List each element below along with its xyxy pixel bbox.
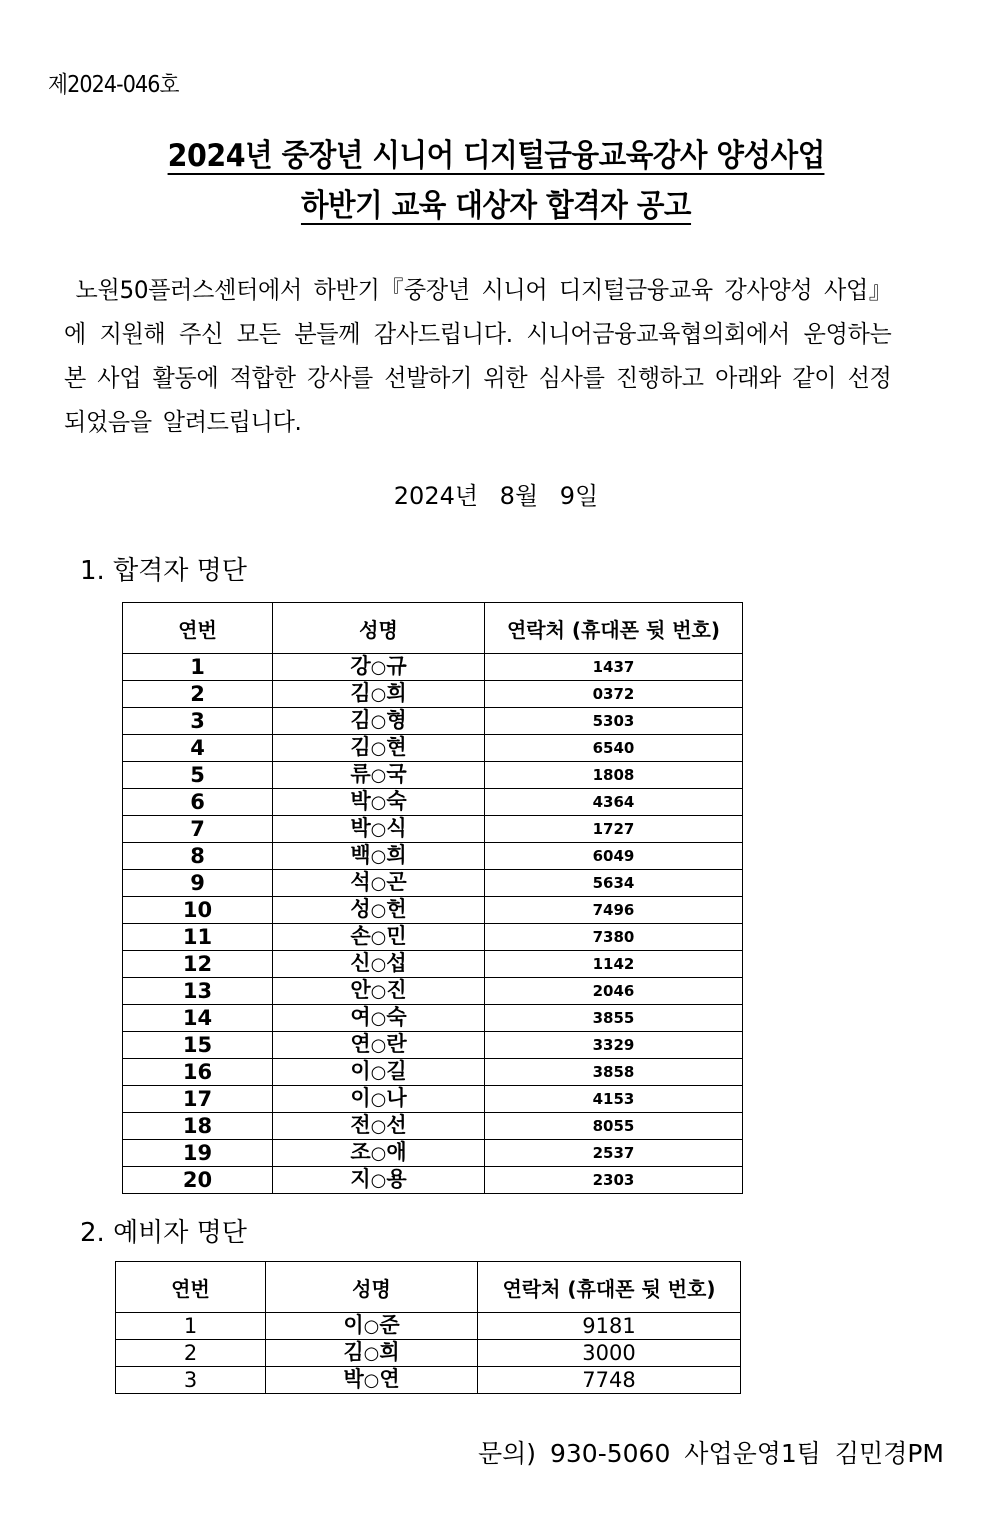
row-number: 10 — [123, 897, 273, 924]
column-header-name: 성명 — [266, 1262, 478, 1313]
column-header-number: 연번 — [116, 1262, 266, 1313]
phone-last-digits: 7380 — [485, 924, 743, 951]
phone-last-digits: 7496 — [485, 897, 743, 924]
mask-circle-icon: ○ — [370, 981, 387, 1002]
table-row — [123, 924, 743, 951]
name-first: 김 — [350, 681, 371, 705]
title-text-1: 2024년 중장년 시니어 디지털금융교육강사 양성사업 — [167, 138, 825, 174]
table-row — [123, 843, 743, 870]
name-first: 성 — [350, 897, 371, 921]
name-first: 강 — [350, 654, 371, 678]
column-header-number: 연번 — [123, 603, 273, 654]
row-number: 18 — [123, 1113, 273, 1140]
name-first: 조 — [350, 1140, 371, 1164]
name-first: 김 — [350, 708, 371, 732]
mask-circle-icon: ○ — [370, 1170, 387, 1191]
mask-circle-icon: ○ — [370, 684, 387, 705]
masked-name — [273, 735, 485, 762]
phone-last-digits: 3000 — [478, 1340, 741, 1367]
name-last: 나 — [386, 1086, 407, 1110]
table-row — [123, 762, 743, 789]
name-first: 전 — [350, 1113, 371, 1137]
masked-name — [273, 924, 485, 951]
name-last: 숙 — [386, 789, 407, 813]
name-last: 식 — [386, 816, 407, 840]
name-last: 준 — [379, 1313, 400, 1337]
name-last: 란 — [386, 1032, 407, 1056]
row-number: 12 — [123, 951, 273, 978]
table-row — [116, 1340, 741, 1367]
phone-last-digits: 3858 — [485, 1059, 743, 1086]
mask-circle-icon: ○ — [370, 954, 387, 975]
phone-last-digits: 0372 — [485, 681, 743, 708]
masked-name — [273, 870, 485, 897]
table-header-row — [123, 603, 743, 654]
column-header-phone: 연락처 (휴대폰 뒷 번호) — [485, 603, 743, 654]
masked-name — [273, 789, 485, 816]
name-last: 희 — [379, 1340, 400, 1364]
mask-circle-icon: ○ — [370, 711, 387, 732]
name-first: 박 — [350, 789, 371, 813]
phone-last-digits: 8055 — [485, 1113, 743, 1140]
name-last: 연 — [379, 1367, 400, 1391]
accepted-list-heading: 1. 합격자 명단 — [80, 556, 247, 586]
table-row — [123, 654, 743, 681]
masked-name — [273, 978, 485, 1005]
name-last: 규 — [386, 654, 407, 678]
name-first: 신 — [350, 951, 371, 975]
phone-last-digits: 6540 — [485, 735, 743, 762]
phone-last-digits: 1437 — [485, 654, 743, 681]
table-row — [123, 735, 743, 762]
name-first: 박 — [343, 1367, 364, 1391]
row-number: 4 — [123, 735, 273, 762]
name-last: 선 — [386, 1113, 407, 1137]
name-first: 류 — [350, 762, 371, 786]
row-number: 1 — [116, 1313, 266, 1340]
name-first: 김 — [343, 1340, 364, 1364]
announcement-date: 2024년 8월 9일 — [393, 482, 599, 510]
accepted-table — [122, 602, 743, 1194]
name-last: 진 — [386, 978, 407, 1002]
row-number: 16 — [123, 1059, 273, 1086]
name-first: 백 — [350, 843, 371, 867]
row-number: 20 — [123, 1167, 273, 1194]
name-last: 곤 — [386, 870, 407, 894]
mask-circle-icon: ○ — [370, 819, 387, 840]
name-last: 희 — [386, 681, 407, 705]
name-last: 애 — [386, 1140, 407, 1164]
name-first: 이 — [350, 1059, 371, 1083]
document-title-line-2 — [0, 188, 992, 225]
table-row — [123, 708, 743, 735]
table-row — [123, 1032, 743, 1059]
masked-name — [273, 1005, 485, 1032]
mask-circle-icon: ○ — [370, 657, 387, 678]
phone-last-digits: 6049 — [485, 843, 743, 870]
phone-last-digits: 1142 — [485, 951, 743, 978]
mask-circle-icon: ○ — [370, 1116, 387, 1137]
mask-circle-icon: ○ — [363, 1316, 380, 1337]
mask-circle-icon: ○ — [370, 1035, 387, 1056]
table-row — [123, 951, 743, 978]
phone-last-digits: 1727 — [485, 816, 743, 843]
name-first: 이 — [350, 1086, 371, 1110]
row-number: 14 — [123, 1005, 273, 1032]
mask-circle-icon: ○ — [370, 1008, 387, 1029]
row-number: 2 — [116, 1340, 266, 1367]
phone-last-digits: 4364 — [485, 789, 743, 816]
mask-circle-icon: ○ — [370, 846, 387, 867]
masked-name — [266, 1340, 478, 1367]
name-first: 박 — [350, 816, 371, 840]
intro-paragraph — [64, 268, 892, 444]
row-number: 9 — [123, 870, 273, 897]
table-header-row — [116, 1262, 741, 1313]
row-number: 19 — [123, 1140, 273, 1167]
name-first: 김 — [350, 735, 371, 759]
row-number: 2 — [123, 681, 273, 708]
table-row — [123, 1113, 743, 1140]
column-header-phone: 연락처 (휴대폰 뒷 번호) — [478, 1262, 741, 1313]
name-last: 민 — [386, 924, 407, 948]
table-row — [123, 978, 743, 1005]
row-number: 15 — [123, 1032, 273, 1059]
row-number: 6 — [123, 789, 273, 816]
title-text-2: 하반기 교육 대상자 합격자 공고 — [300, 188, 692, 224]
mask-circle-icon: ○ — [363, 1343, 380, 1364]
phone-last-digits: 5634 — [485, 870, 743, 897]
name-last: 희 — [386, 843, 407, 867]
phone-last-digits: 7748 — [478, 1367, 741, 1394]
name-first: 지 — [350, 1167, 371, 1191]
mask-circle-icon: ○ — [370, 765, 387, 786]
name-last: 섭 — [386, 951, 407, 975]
phone-last-digits: 2303 — [485, 1167, 743, 1194]
name-last: 헌 — [386, 897, 407, 921]
row-number: 1 — [123, 654, 273, 681]
mask-circle-icon: ○ — [370, 738, 387, 759]
table-row — [116, 1313, 741, 1340]
mask-circle-icon: ○ — [370, 792, 387, 813]
row-number: 8 — [123, 843, 273, 870]
row-number: 3 — [116, 1367, 266, 1394]
masked-name — [273, 762, 485, 789]
masked-name — [273, 1059, 485, 1086]
masked-name — [273, 1086, 485, 1113]
table-row — [123, 1059, 743, 1086]
row-number: 13 — [123, 978, 273, 1005]
column-header-name: 성명 — [273, 603, 485, 654]
table-row — [123, 1167, 743, 1194]
row-number: 3 — [123, 708, 273, 735]
mask-circle-icon: ○ — [370, 1089, 387, 1110]
row-number: 7 — [123, 816, 273, 843]
name-first: 석 — [350, 870, 371, 894]
masked-name — [273, 1032, 485, 1059]
name-first: 여 — [350, 1005, 371, 1029]
table-row — [123, 870, 743, 897]
reserve-table — [115, 1261, 741, 1394]
phone-last-digits: 2046 — [485, 978, 743, 1005]
table-row — [123, 789, 743, 816]
masked-name — [273, 1140, 485, 1167]
phone-last-digits: 2537 — [485, 1140, 743, 1167]
masked-name — [273, 708, 485, 735]
masked-name — [273, 1113, 485, 1140]
table-row — [123, 816, 743, 843]
table-row — [123, 681, 743, 708]
mask-circle-icon: ○ — [370, 927, 387, 948]
name-last: 현 — [386, 735, 407, 759]
phone-last-digits: 5303 — [485, 708, 743, 735]
table-row — [123, 1005, 743, 1032]
name-last: 숙 — [386, 1005, 407, 1029]
name-first: 이 — [343, 1313, 364, 1337]
table-row — [116, 1367, 741, 1394]
name-first: 안 — [350, 978, 371, 1002]
masked-name — [273, 951, 485, 978]
reserve-list-heading: 2. 예비자 명단 — [80, 1218, 247, 1248]
phone-last-digits: 1808 — [485, 762, 743, 789]
document-number: 제2024-046호 — [48, 72, 179, 98]
phone-last-digits: 9181 — [478, 1313, 741, 1340]
table-row — [123, 1086, 743, 1113]
masked-name — [273, 681, 485, 708]
masked-name — [273, 897, 485, 924]
mask-circle-icon: ○ — [370, 1143, 387, 1164]
masked-name — [266, 1367, 478, 1394]
name-last: 용 — [386, 1167, 407, 1191]
mask-circle-icon: ○ — [370, 1062, 387, 1083]
mask-circle-icon: ○ — [370, 873, 387, 894]
name-first: 연 — [350, 1032, 371, 1056]
name-first: 손 — [350, 924, 371, 948]
mask-circle-icon: ○ — [363, 1370, 380, 1391]
phone-last-digits: 3329 — [485, 1032, 743, 1059]
masked-name — [273, 1167, 485, 1194]
masked-name — [273, 654, 485, 681]
name-last: 국 — [386, 762, 407, 786]
row-number: 11 — [123, 924, 273, 951]
name-last: 형 — [386, 708, 407, 732]
name-last: 길 — [386, 1059, 407, 1083]
masked-name — [273, 843, 485, 870]
phone-last-digits: 3855 — [485, 1005, 743, 1032]
document-title-line-1 — [0, 138, 992, 175]
masked-name — [273, 816, 485, 843]
masked-name — [266, 1313, 478, 1340]
contact-info: 문의) 930-5060 사업운영1팀 김민경PM — [477, 1439, 944, 1468]
row-number: 5 — [123, 762, 273, 789]
mask-circle-icon: ○ — [370, 900, 387, 921]
row-number: 17 — [123, 1086, 273, 1113]
table-row — [123, 897, 743, 924]
phone-last-digits: 4153 — [485, 1086, 743, 1113]
intro-text: 노원50플러스센터에서 하반기『중장년 시니어 디지털금융교육 강사양성 사업』에 지원해 주신 모든 분들께 감사드립니다. 시니어금융교육협의회에서 운영하는 본 사업 활동에 적합한 강사를 선발하기 위한 심사를 진행하고 아래와 같이 선정되었음을 알려드립니다. — [64, 276, 892, 436]
table-row — [123, 1140, 743, 1167]
